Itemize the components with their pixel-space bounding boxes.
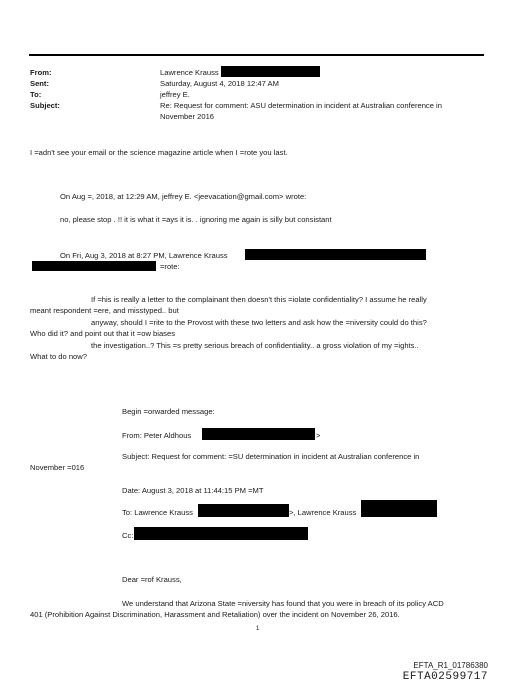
reply2-header: On Fri, Aug 3, 2018 at 8:27 PM, Lawrence Krauss xyxy=(60,251,228,260)
salutation: Dear =rof Krauss, xyxy=(122,575,182,584)
para-line-2: meant respondent =ere, and misstyped.. but xyxy=(30,306,179,315)
reply2-wrote: =rote: xyxy=(160,262,180,271)
forwarded-to-mid: >, Lawrence Krauss xyxy=(289,508,357,517)
subject-value-line1: Re: Request for comment: ASU determination in incident at Australian conference in xyxy=(160,101,442,110)
redaction-bar xyxy=(134,527,308,540)
para-line-4: Who did it? and point out that it =ow biases xyxy=(30,329,176,338)
redaction-bar xyxy=(361,500,437,517)
forwarded-cc: Cc: xyxy=(122,531,134,540)
sent-value: Saturday, August 4, 2018 12:47 AM xyxy=(160,79,279,88)
header-rule xyxy=(29,54,484,56)
letter-line-2: 401 (Prohibition Against Discrimination, Harassment and Retaliation) over the incident on November 26, 2016. xyxy=(30,610,400,619)
to-label: To: xyxy=(30,90,42,99)
forwarded-to: To: Lawrence Krauss xyxy=(122,508,193,517)
redaction-bar xyxy=(202,428,315,440)
forwarded-from-tail: > xyxy=(316,431,321,440)
from-value: Lawrence Krauss xyxy=(160,68,219,77)
to-value: jeffrey E. xyxy=(160,90,190,99)
from-label: From: xyxy=(30,68,52,77)
para-line-6: What to do now? xyxy=(30,352,87,361)
redaction-bar xyxy=(221,66,320,77)
subject-value-line2: November 2016 xyxy=(160,112,215,121)
page-number: 1 xyxy=(256,626,260,632)
reply1-text: no, please stop . !! it is what it =ays it is. . ignoring me again is silly but consistant xyxy=(60,215,332,224)
para-line-1: If =his is really a letter to the complainant then doesn't this =iolate confidentiality? I assume he really xyxy=(91,295,427,304)
forwarded-from: From: Peter Aldhous xyxy=(122,431,192,440)
forwarded-subject: Subject: Request for comment: =SU determination in incident at Australian conference in xyxy=(122,452,420,461)
sent-label: Sent: xyxy=(30,79,49,88)
para-line-3: anyway, should I =rite to the Provost with these two letters and ask how the =niversity could do this? xyxy=(91,318,427,327)
redaction-bar xyxy=(32,261,156,271)
bates-number-2: EFTA02599717 xyxy=(402,671,488,683)
redaction-bar xyxy=(198,504,289,517)
forwarded-date: Date: August 3, 2018 at 11:44:15 PM =MT xyxy=(122,486,264,495)
subject-label: Subject: xyxy=(30,101,60,110)
letter-line-1: We understand that Arizona State =niversity has found that you were in breach of its policy ACD xyxy=(122,599,444,608)
bates-number-1: EFTA_R1_01786380 xyxy=(413,661,488,670)
forwarded-subject-cont: November =016 xyxy=(30,463,85,472)
reply1-header: On Aug =, 2018, at 12:29 AM, jeffrey E. <jeevacation@gmail.com> wrote: xyxy=(60,192,307,201)
redaction-bar xyxy=(245,249,426,260)
para-line-5: the investigation..? This =s pretty serious breach of confidentiality.. a gross violation of my =ights.. xyxy=(91,341,419,350)
forwarded-begin: Begin =orwarded message: xyxy=(122,407,215,416)
intro-text: I =adn't see your email or the science magazine article when I =rote you last. xyxy=(30,148,288,157)
